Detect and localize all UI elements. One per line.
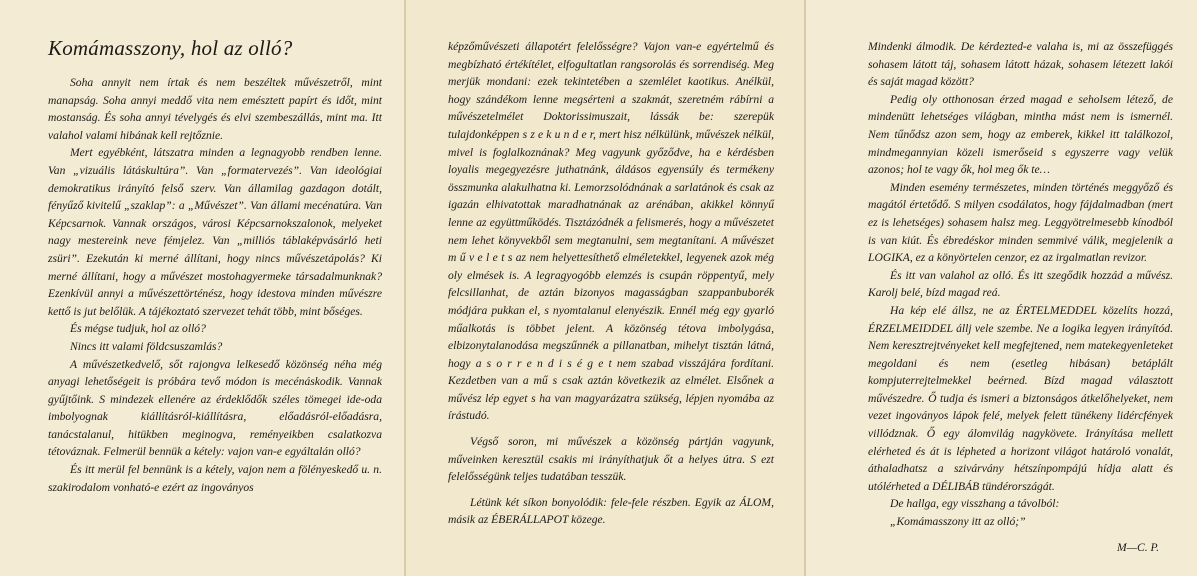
paragraph: Mindenki álmodik. De kérdezted-e valaha is, mi az összefüggés sohasem látott táj, sohasem látott házak, sohasem létezett lakói és saját magad között? (868, 40, 1173, 89)
page-middle (406, 0, 804, 576)
paragraph: És itt merül fel bennünk is a kétely, vajon nem a fölényeskedő u. n. szakirodalom vonható-e ezért az ingoványos (48, 463, 382, 494)
column-3 (868, 38, 1173, 531)
paragraph: Ha kép elé állsz, ne az ÉRTELMEDDEL közelíts hozzá, ÉRZELMEIDDEL állj vele szembe. Ne a logika legyen irányítód. Nem keresztrejtvényeket kell megfejtened, nem matekegyenleteket megoldani és nem (esetleg hibásan) betáplált kompjuterrejtelmekkel beérned. Bízd magad választott művészedre. Ő tudja és ismeri a biztonságos átkelőhelyeket, nem vezet ingoványos lápok felé, melyek felett tünékeny lidércfények villódznak. Ő egy álomvilág nagykövete. Irányítása mellett elérheted és át is lépheted a horizont világot határoló vonalát, áthaladhatsz a szivárvány hétszínpompájú hídja alatt és utólérheted a DÉLIBÁB tündérországát. (868, 303, 1173, 493)
page-left (0, 0, 404, 576)
column-2 (448, 38, 774, 529)
closing-quote: „Komámasszony itt az olló;” (890, 515, 1026, 529)
paragraph: És itt van valahol az olló. És itt szegődik hozzád a művész. Karolj belé, bízd magad reá. (868, 268, 1173, 300)
paragraph: Minden esemény természetes, minden történés meggyőző és magától értetődő. S milyen csodálatos, hogy fájdalmadban (mert ez is lehetséges) sohasem halsz meg. Leggyötrelmesebb kínodból is van kiút. És ébredéskor minden semmivé válik, megjelenik a LOGIKA, ez a könyörtelen cenzor, ez az irgalmatlan revizor. (868, 180, 1173, 265)
paragraph: De hallga, egy visszhang a távolból: (890, 497, 1060, 511)
paragraph: Végső soron, mi művészek a közönség pártján vagyunk, műveinken keresztül csakis mi irányíthatjuk őt a helyes útra. S ezt felelősségünk teljes tudatában tesszük. (448, 435, 774, 484)
paragraph: Nincs itt valami földcsuszamlás? (70, 339, 223, 353)
paragraph: És mégse tudjuk, hol az olló? (70, 322, 206, 336)
paragraph: képzőművészeti állapotért felelősségre? Vajon van-e egyértelmű és megbízható értékítélet, elfogultatlan rangsorolás és sorrendiség. Meg merjük mondani: ezek tekintetében a szemlélet kaotikus. Anélkül, hogy szándékom lenne megsérteni a szakmát, szeretném rábírni a művészetelmélet Doktorissimuszait, lássák be: szerepük tulajdonképpen s z e k u n d e r, mert hisz nélkülünk, művészek nélkül, mivel is foglalkoznának? Meg vagyunk győződve, ha e kérdésben loyalis megegyezésre juthatnánk, áldásos egyensúly és termékeny összmunka alakulhatna ki. Lemorzsolódnának a sarlatánok és csak az igazán elhivatottak maradhatnának az arénában, akikkel könnyű lenne az együttműködés. Tisztázódnék a felismerés, hogy a művészetet nem lehet könyvekből sem megtanulni, sem megtanítani. A művészet m ű v e l e t s az nem helyettesíthető elméletekkel, legyenek azok még oly elmések is. A legragyogóbb elemzés is csupán röppentyű, mely felcsillanhat, de aztán bizonyos magasságban szappanbuborék módjára pukkan el, s nyomtalanul elenyészik. Ennél még egy gyarló műalkotás is többet jelent. A közönség tétova imbolygása, elbizonytalanodása megszűnnék a pillanatban, mihelyt tisztán látná, hogy a s o r r e n d i s é g e t nem szabad visszájára fordítani. Kezdetben van a mű s csak aztán következik az elmélet. Elsőnek a művész lép egyet s ha van magyarázatra szükség, lépjen nyomába az írástudó. (448, 40, 774, 423)
signature: M—C. P. (1117, 540, 1159, 554)
column-1 (48, 74, 382, 496)
paragraph: Létünk két síkon bonyolódik: fele-fele részben. Egyik az ÁLOM, másik az ÉBERÁLLAPOT közege. (448, 495, 774, 527)
paragraph: Soha annyit nem írtak és nem beszéltek művészetről, mint manapság. Soha annyi meddő vita nem emésztett papírt és időt, mint mostanság. És soha annyi tévelygés és elvi szembeszállás, mint ma. Itt valahol valami hibának kell rejtőznie. (48, 76, 382, 142)
paragraph: A művészetkedvelő, sőt rajongva lelkesedő közönség néha még anyagi lehetőségeit is próbára tevő módon is mecénáskodik. Vannak gyűjtőink. S mindezek ellenére az érdeklődők széles tömegei ide-oda imbolyognak kiállításról-kiállításra, előadásról-előadásra, tanácstalanul, hitükben meginogva, reményeikben csalatkozva tétováznak. Felmerül bennük a kétely: vajon van-e egyáltalán olló? (48, 357, 382, 459)
page-right (806, 0, 1197, 576)
paragraph: Mert egyébként, látszatra minden a legnagyobb rendben lenne. Van „vizuális látáskultúra”. Van „formatervezés”. Van ideológiai demokratikus irányító felső szerv. Van államilag gazdagon dotált, fényűző kivitelű „szaklap”: a „Művészet”. Van állami mecénatúra. Van Képcsarnok. Vannak országos, városi Képcsarnokszalonok, melyeket nagy mestereink neve fémjelez. Van „milliós táblaképvásárló heti zsüri”. Ezekután ki merné állítani, hogy nincs művészetápolás? Ki merné állítani, hogy a művészet mostohagyermeke társadalmunknak? Ezenkívül annyi a művészettörténész, hogy idestova minden művészre kettő is jut belőlük. A tájékoztató szervezet tehát több, mint bőséges. (48, 146, 382, 318)
article-title: Komámasszony, hol az olló? (48, 36, 293, 60)
paragraph: Pedig oly otthonosan érzed magad e seholsem létező, de mindenütt lehetséges világban, mintha mást nem is ismernél. Nem tűnődsz azon sem, hogy az emberek, kikkel itt találkozol, mindmegannyian közeli ismerőseid s egyszerre vagy velük azonos; hol te vagy ők, hol meg ők te… (868, 92, 1173, 177)
